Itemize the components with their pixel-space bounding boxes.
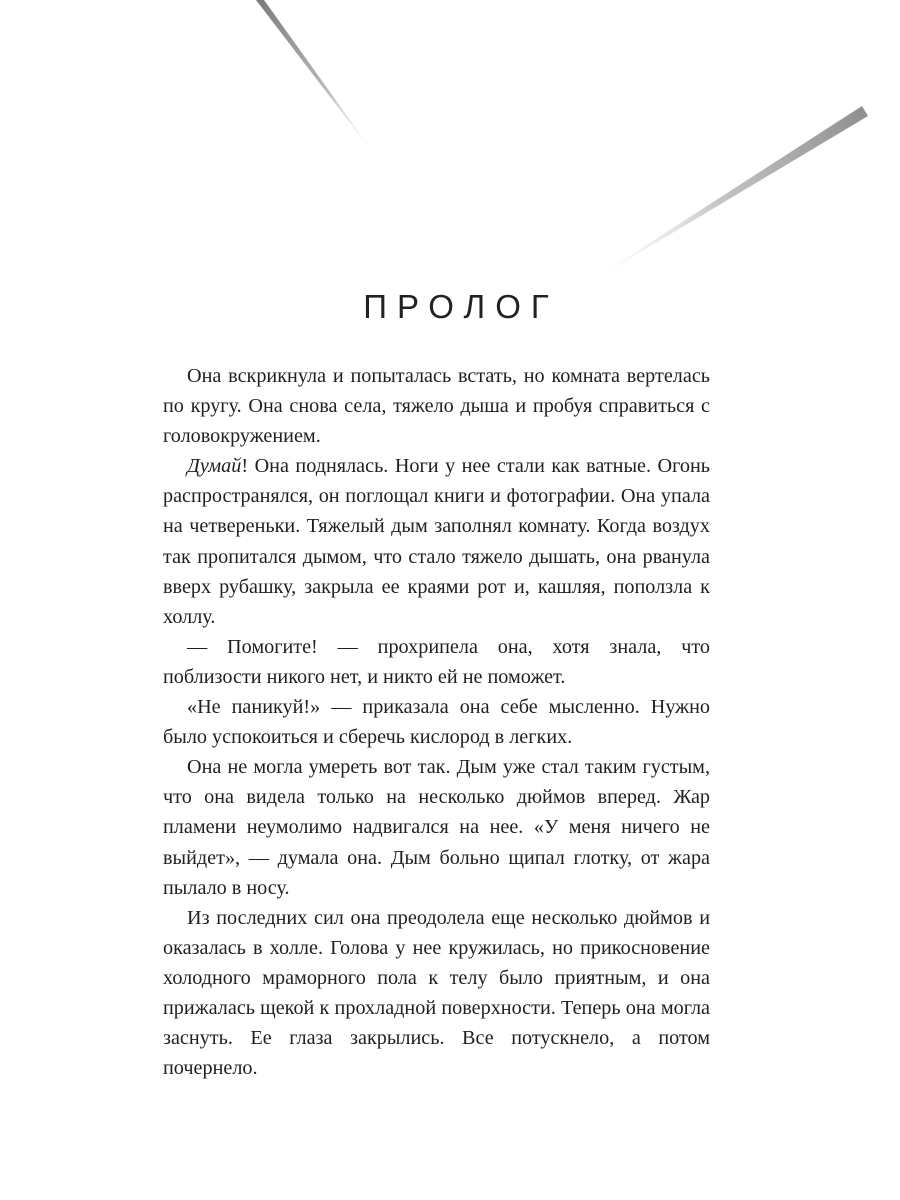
- decor-streak-right: [572, 106, 868, 293]
- paragraph: [163, 632, 710, 692]
- paragraph: [163, 692, 710, 752]
- paragraph-text: «Не паникуй!» — приказала она себе мысленно. Нужно было успокоиться и сберечь кислород в легких.: [163, 696, 710, 749]
- paragraph-text: — Помогите! — прохрипела она, хотя знала, что поблизости никого нет, и никто ей не поможет.: [163, 635, 710, 688]
- decor-streak-top: [256, 0, 383, 166]
- paragraph-text: Она не могла умереть вот так. Дым уже стал таким густым, что она видела только на несколько дюймов вперед. Жар пламени неумолимо надвигался на нее. «У меня ничего не выйдет», — думала она. Дым больно щипал глотку, от жара пылало в носу.: [163, 756, 710, 899]
- paragraph-text: Из последних сил она преодолела еще несколько дюймов и оказалась в холле. Голова у нее кружилась, но прикосновение холодного мраморного пола к телу было приятным, и она прижалась щекой к прохладной поверхности. Теперь она могла заснуть. Ее глаза закрылись. Все потускнело, а потом почернело.: [163, 906, 710, 1080]
- italic-emphasis: Думай: [187, 455, 242, 478]
- paragraph: [163, 361, 710, 451]
- body-text: [163, 361, 710, 1083]
- paragraph: [163, 903, 710, 1084]
- chapter-title: ПРОЛОГ: [363, 288, 559, 325]
- paragraph-text: ! Она поднялась. Ноги у нее стали как ватные. Огонь распространялся, он поглощал книги и фотографии. Она упала на четвереньки. Тяжелый дым заполнял комнату. Когда воздух так пропитался дымом, что стало тяжело дышать, она рванула вверх рубашку, закрыла ее краями рот и, кашляя, поползла к холлу.: [163, 455, 710, 628]
- paragraph: [163, 451, 710, 632]
- paragraph-text: Она вскрикнула и попыталась встать, но комната вертелась по кругу. Она снова села, тяжело дыша и пробуя справиться с головокружением.: [163, 365, 710, 448]
- decorative-light-streaks: [0, 0, 900, 320]
- paragraph: [163, 752, 710, 902]
